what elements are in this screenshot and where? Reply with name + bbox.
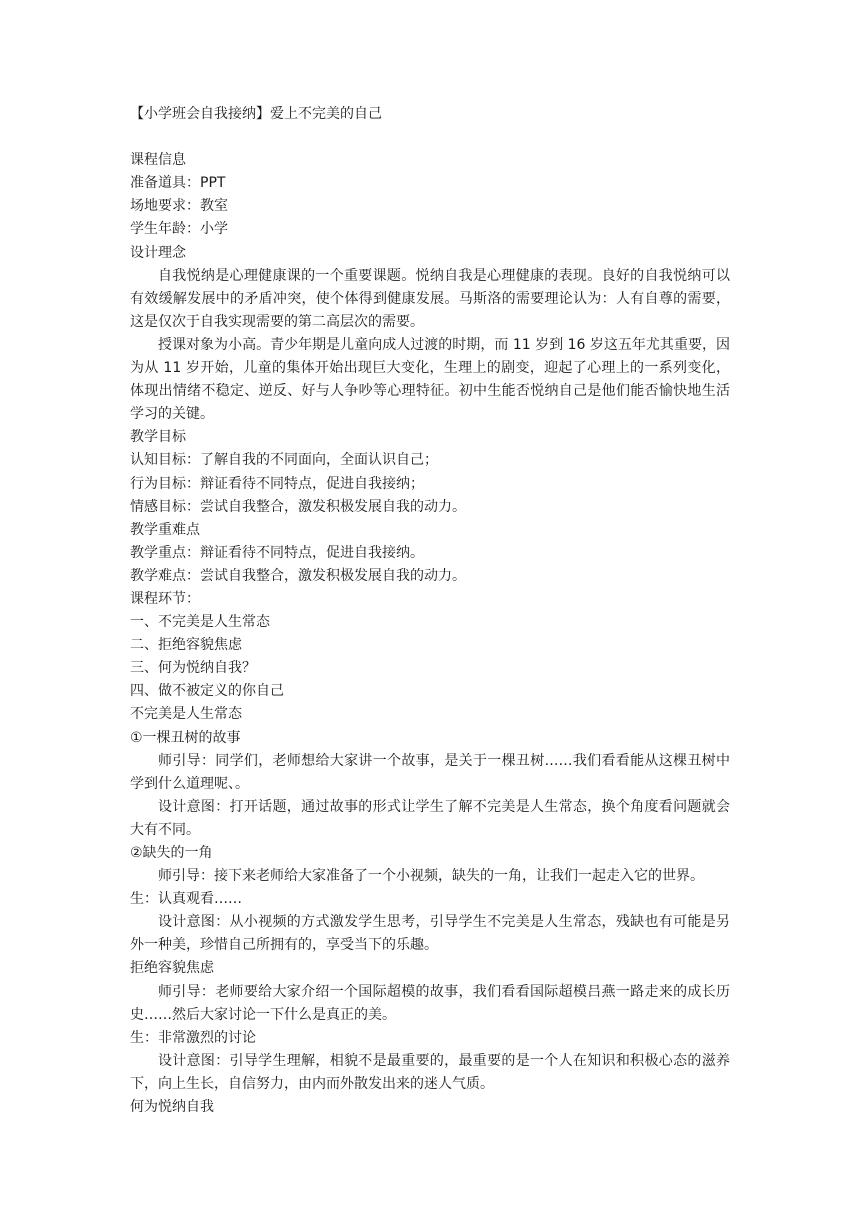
text-line: 四、做不被定义的你自己: [130, 683, 284, 700]
body-paragraph: 师引导：接下来老师给大家准备了一个小视频，缺失的一角，让我们一起走入它的世界。: [158, 868, 704, 885]
text-line: 一、不完美是人生常态: [130, 614, 270, 631]
body-paragraph: 师引导：同学们，老师想给大家讲一个故事，是关于一棵丑树……我们看看能从这棵丑树中学到什么道理呢、。: [130, 752, 730, 792]
text-line: 场地要求：教室: [130, 198, 228, 215]
document-body: [130, 149, 744, 1119]
text-line: 情感目标：尝试自我整合，激发积极发展自我的动力。: [130, 498, 466, 515]
text-line: 准备道具：PPT: [130, 175, 226, 192]
body-paragraph: 自我悦纳是心理健康课的一个重要课题。悦纳自我是心理健康的表现。良好的自我悦纳可以有效缓解发展中的矛盾冲突，使个体得到健康发展。马斯洛的需要理论认为：人有自尊的需要，这是仅次于自我实现需要的第二高层次的需要。: [130, 267, 730, 330]
text-line: 三、何为悦纳自我？: [130, 660, 256, 677]
text-line: 教学难点：尝试自我整合，激发积极发展自我的动力。: [130, 567, 466, 584]
text-line: 教学目标: [130, 429, 186, 446]
text-line: 教学重难点: [130, 521, 200, 538]
text-line: 拒绝容貌焦虑: [130, 960, 214, 977]
text-line: 课程信息: [130, 152, 186, 169]
body-paragraph: 师引导：老师要给大家介绍一个国际超模的故事，我们看看国际超模吕燕一路走来的成长历史……然后大家讨论一下什么是真正的美。: [130, 983, 730, 1023]
text-line: ②缺失的一角: [130, 845, 213, 861]
text-line: 行为目标：辩证看待不同特点，促进自我接纳；: [130, 475, 424, 492]
blank-line: [130, 126, 730, 149]
body-paragraph: 授课对象为小高。青少年期是儿童向成人过渡的时期，而 11 岁到 16 岁这五年尤其重要，因为从 11 岁开始，儿童的集体开始出现巨大变化，生理上的剧变，迎起了心理上的一系列变化，体现出情绪不稳定、逆反、好与人争吵等心理特征。初中生能否悦纳自己是他们能否愉快地生活学习的关键。: [130, 336, 730, 423]
text-line: 学生年龄：小学: [130, 221, 228, 238]
body-paragraph: 设计意图：引导学生理解，相貌不是最重要的，最重要的是一个人在知识和积极心态的滋养下，向上生长，自信努力，由内而外散发出来的迷人气质。: [130, 1052, 730, 1092]
text-line: 设计理念: [130, 244, 186, 261]
body-paragraph: 设计意图：打开话题，通过故事的形式让学生了解不完美是人生常态，换个角度看问题就会 大有不同。: [130, 798, 744, 838]
text-line: 教学重点：辩证看待不同特点，促进自我接纳。: [130, 544, 424, 561]
document-title: 【小学班会自我接纳】爱上不完美的自己: [130, 106, 382, 122]
text-line: 不完美是人生常态: [130, 706, 242, 723]
text-line: 生：认真观看……: [130, 891, 242, 908]
text-line: 生：非常激烈的讨论: [130, 1029, 256, 1046]
text-line: 何为悦纳自我: [130, 1099, 214, 1116]
text-line: 二、拒绝容貌焦虑: [130, 637, 242, 654]
body-paragraph: 设计意图：从小视频的方式激发学生思考，引导学生不完美是人生常态，残缺也有可能是另外一种美，珍惜自己所拥有的，享受当下的乐趣。: [130, 914, 730, 954]
text-line: ①一棵丑树的故事: [130, 729, 241, 746]
text-line: 课程环节：: [130, 590, 200, 607]
text-line: 认知目标：了解自我的不同面向，全面认识自己；: [130, 452, 438, 469]
document-page: [130, 103, 744, 1119]
